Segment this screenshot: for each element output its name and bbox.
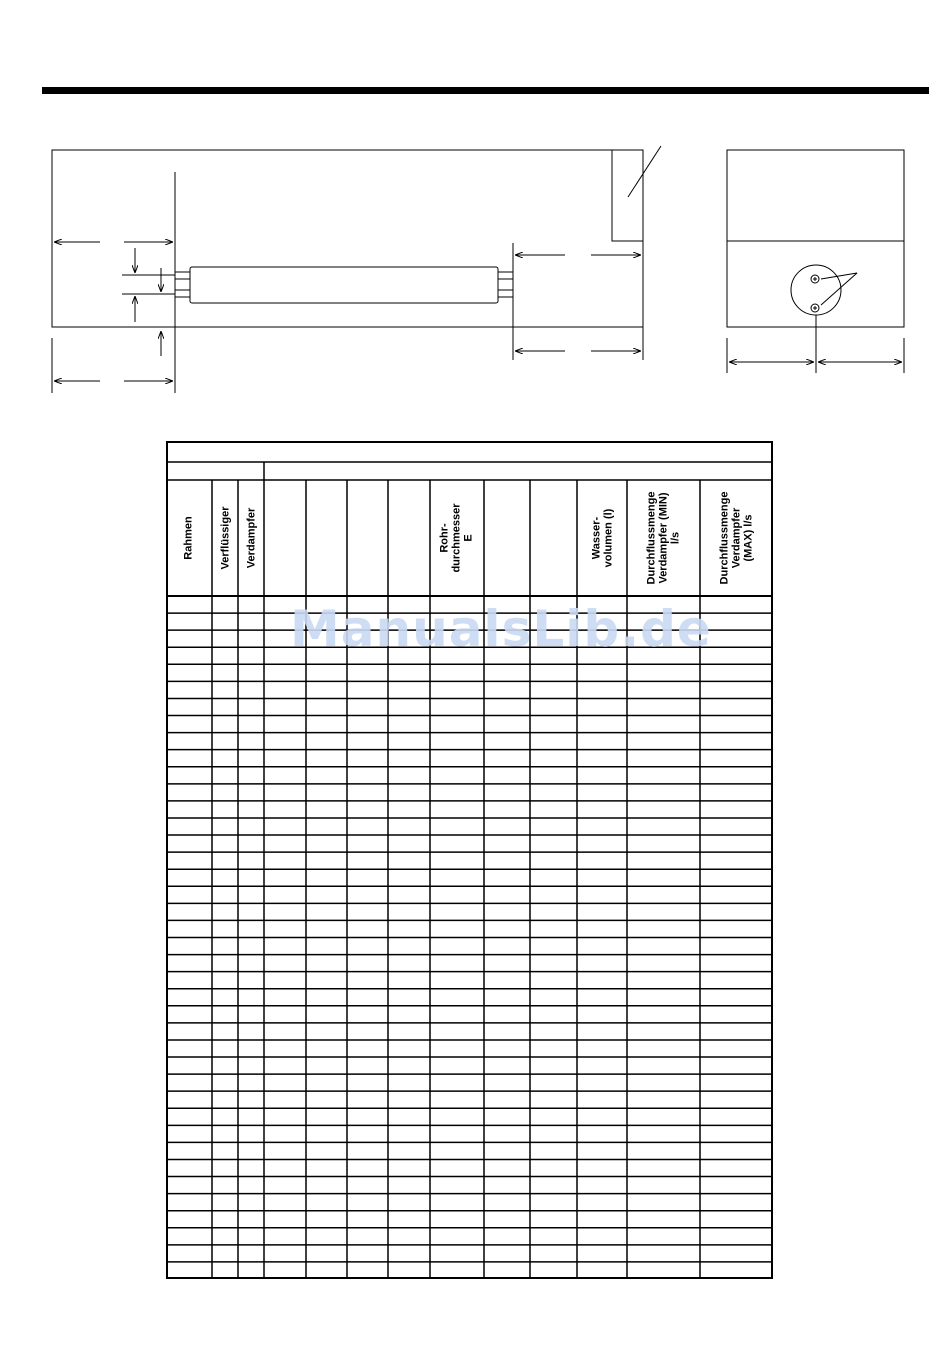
column-header-verdampfer <box>238 480 264 596</box>
column-header-rohrdurchmesser <box>430 480 484 596</box>
column-header-col10 <box>530 480 577 596</box>
pipe-right-upper <box>498 272 513 279</box>
column-header-label: Durchflussmenge Verdampfer (MAX) l/s <box>718 491 755 585</box>
column-header-col9 <box>484 480 530 596</box>
column-header-col4 <box>264 480 306 596</box>
column-header-durchfluss_max <box>700 480 773 596</box>
leader-line <box>628 146 661 197</box>
column-header-label: Wasser- volumen (l) <box>590 508 615 568</box>
column-header-label: Durchflussmenge Verdampfer (MIN) l/s <box>645 491 682 585</box>
front-view <box>52 146 661 393</box>
pipe-left-upper <box>175 272 190 279</box>
column-header-label: Rahmen <box>183 516 195 560</box>
side-view <box>727 150 904 373</box>
dimension-drawing <box>0 0 950 420</box>
watermark: ManualsLib.de <box>290 600 712 658</box>
heat-exchanger-shell <box>190 267 498 303</box>
column-header-durchfluss_min <box>627 480 700 596</box>
column-header-col5 <box>306 480 347 596</box>
column-header-label: Verflüssiger <box>219 506 232 570</box>
column-header-col7 <box>388 480 430 596</box>
unit-outline <box>52 150 643 327</box>
column-header-wasservolumen <box>577 480 627 596</box>
side-outline <box>727 150 904 327</box>
control-box <box>612 150 643 241</box>
column-header-verfluessiger <box>212 480 238 596</box>
column-header-label: Rohr- durchmesser E <box>439 503 475 573</box>
column-header-label: Verdampfer <box>245 507 257 569</box>
pipe-right-lower <box>498 290 513 297</box>
pipe-left-lower <box>175 290 190 297</box>
column-header-rahmen <box>166 480 212 596</box>
column-header-col6 <box>347 480 388 596</box>
